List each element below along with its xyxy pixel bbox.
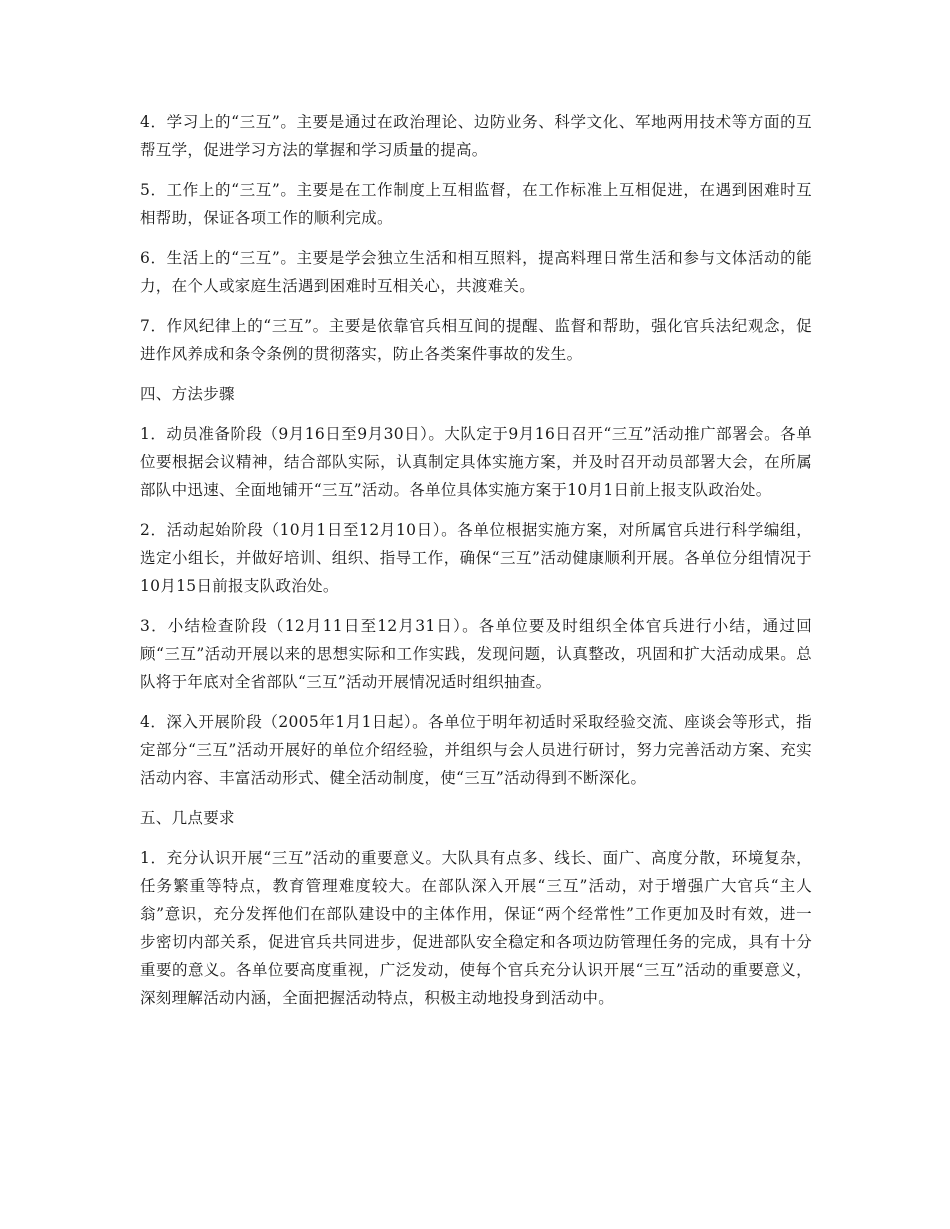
section-heading-requirements: 五、几点要求 — [140, 809, 235, 827]
paragraph-study: 4．学习上的“三互”。主要是通过在政治理论、边防业务、科学文化、军地两用技术等方面的互帮互学，促进学习方法的掌握和学习质量的提高。 — [140, 113, 812, 159]
paragraph-step-start: 2．活动起始阶段（10月1日至12月10日）。各单位根据实施方案，对所属官兵进行科学编组，选定小组长，并做好培训、组织、指导工作，确保“三互”活动健康顺利开展。各单位分组情况于10月15日前报支队政治处。 — [140, 521, 812, 595]
document-page — [140, 108, 812, 1024]
paragraph-life: 6．生活上的“三互”。主要是学会独立生活和相互照料，提高料理日常生活和参与文体活动的能力，在个人或家庭生活遇到困难时互相关心，共渡难关。 — [140, 249, 812, 295]
paragraph-step-review: 3．小结检查阶段（12月11日至12月31日）。各单位要及时组织全体官兵进行小结，通过回顾“三互”活动开展以来的思想实际和工作实践，发现问题，认真整改，巩固和扩大活动成果。总队将于年底对全省部队“三互”活动开展情况适时组织抽查。 — [140, 617, 812, 691]
paragraph-work: 5．工作上的“三互”。主要是在工作制度上互相监督，在工作标准上互相促进，在遇到困难时互相帮助，保证各项工作的顺利完成。 — [140, 181, 812, 227]
paragraph-requirement-significance: 1．充分认识开展“三互”活动的重要意义。大队具有点多、线长、面广、高度分散，环境复杂，任务繁重等特点，教育管理难度较大。在部队深入开展“三互”活动，对于增强广大官兵“主人翁”意识，充分发挥他们在部队建设中的主体作用，保证“两个经常性”工作更加及时有效，进一步密切内部关系，促进官兵共同进步，促进部队安全稳定和各项边防管理任务的完成，具有十分重要的意义。各单位要高度重视，广泛发动，使每个官兵充分认识开展“三互”活动的重要意义，深刻理解活动内涵，全面把握活动特点，积极主动地投身到活动中。 — [140, 849, 812, 1007]
paragraph-step-deepen: 4．深入开展阶段（2005年1月1日起）。各单位于明年初适时采取经验交流、座谈会等形式，指定部分“三互”活动开展好的单位介绍经验，并组织与会人员进行研讨，努力完善活动方案、充实活动内容、丰富活动形式、健全活动制度，使“三互”活动得到不断深化。 — [140, 713, 812, 787]
paragraph-discipline: 7．作风纪律上的“三互”。主要是依靠官兵相互间的提醒、监督和帮助，强化官兵法纪观念，促进作风养成和条令条例的贯彻落实，防止各类案件事故的发生。 — [140, 317, 812, 363]
paragraph-step-mobilization: 1．动员准备阶段（9月16日至9月30日）。大队定于9月16日召开“三互”活动推广部署会。各单位要根据会议精神，结合部队实际，认真制定具体实施方案，并及时召开动员部署大会，在所属部队中迅速、全面地铺开“三互”活动。各单位具体实施方案于10月1日前上报支队政治处。 — [140, 425, 812, 499]
section-heading-methods: 四、方法步骤 — [140, 385, 235, 403]
